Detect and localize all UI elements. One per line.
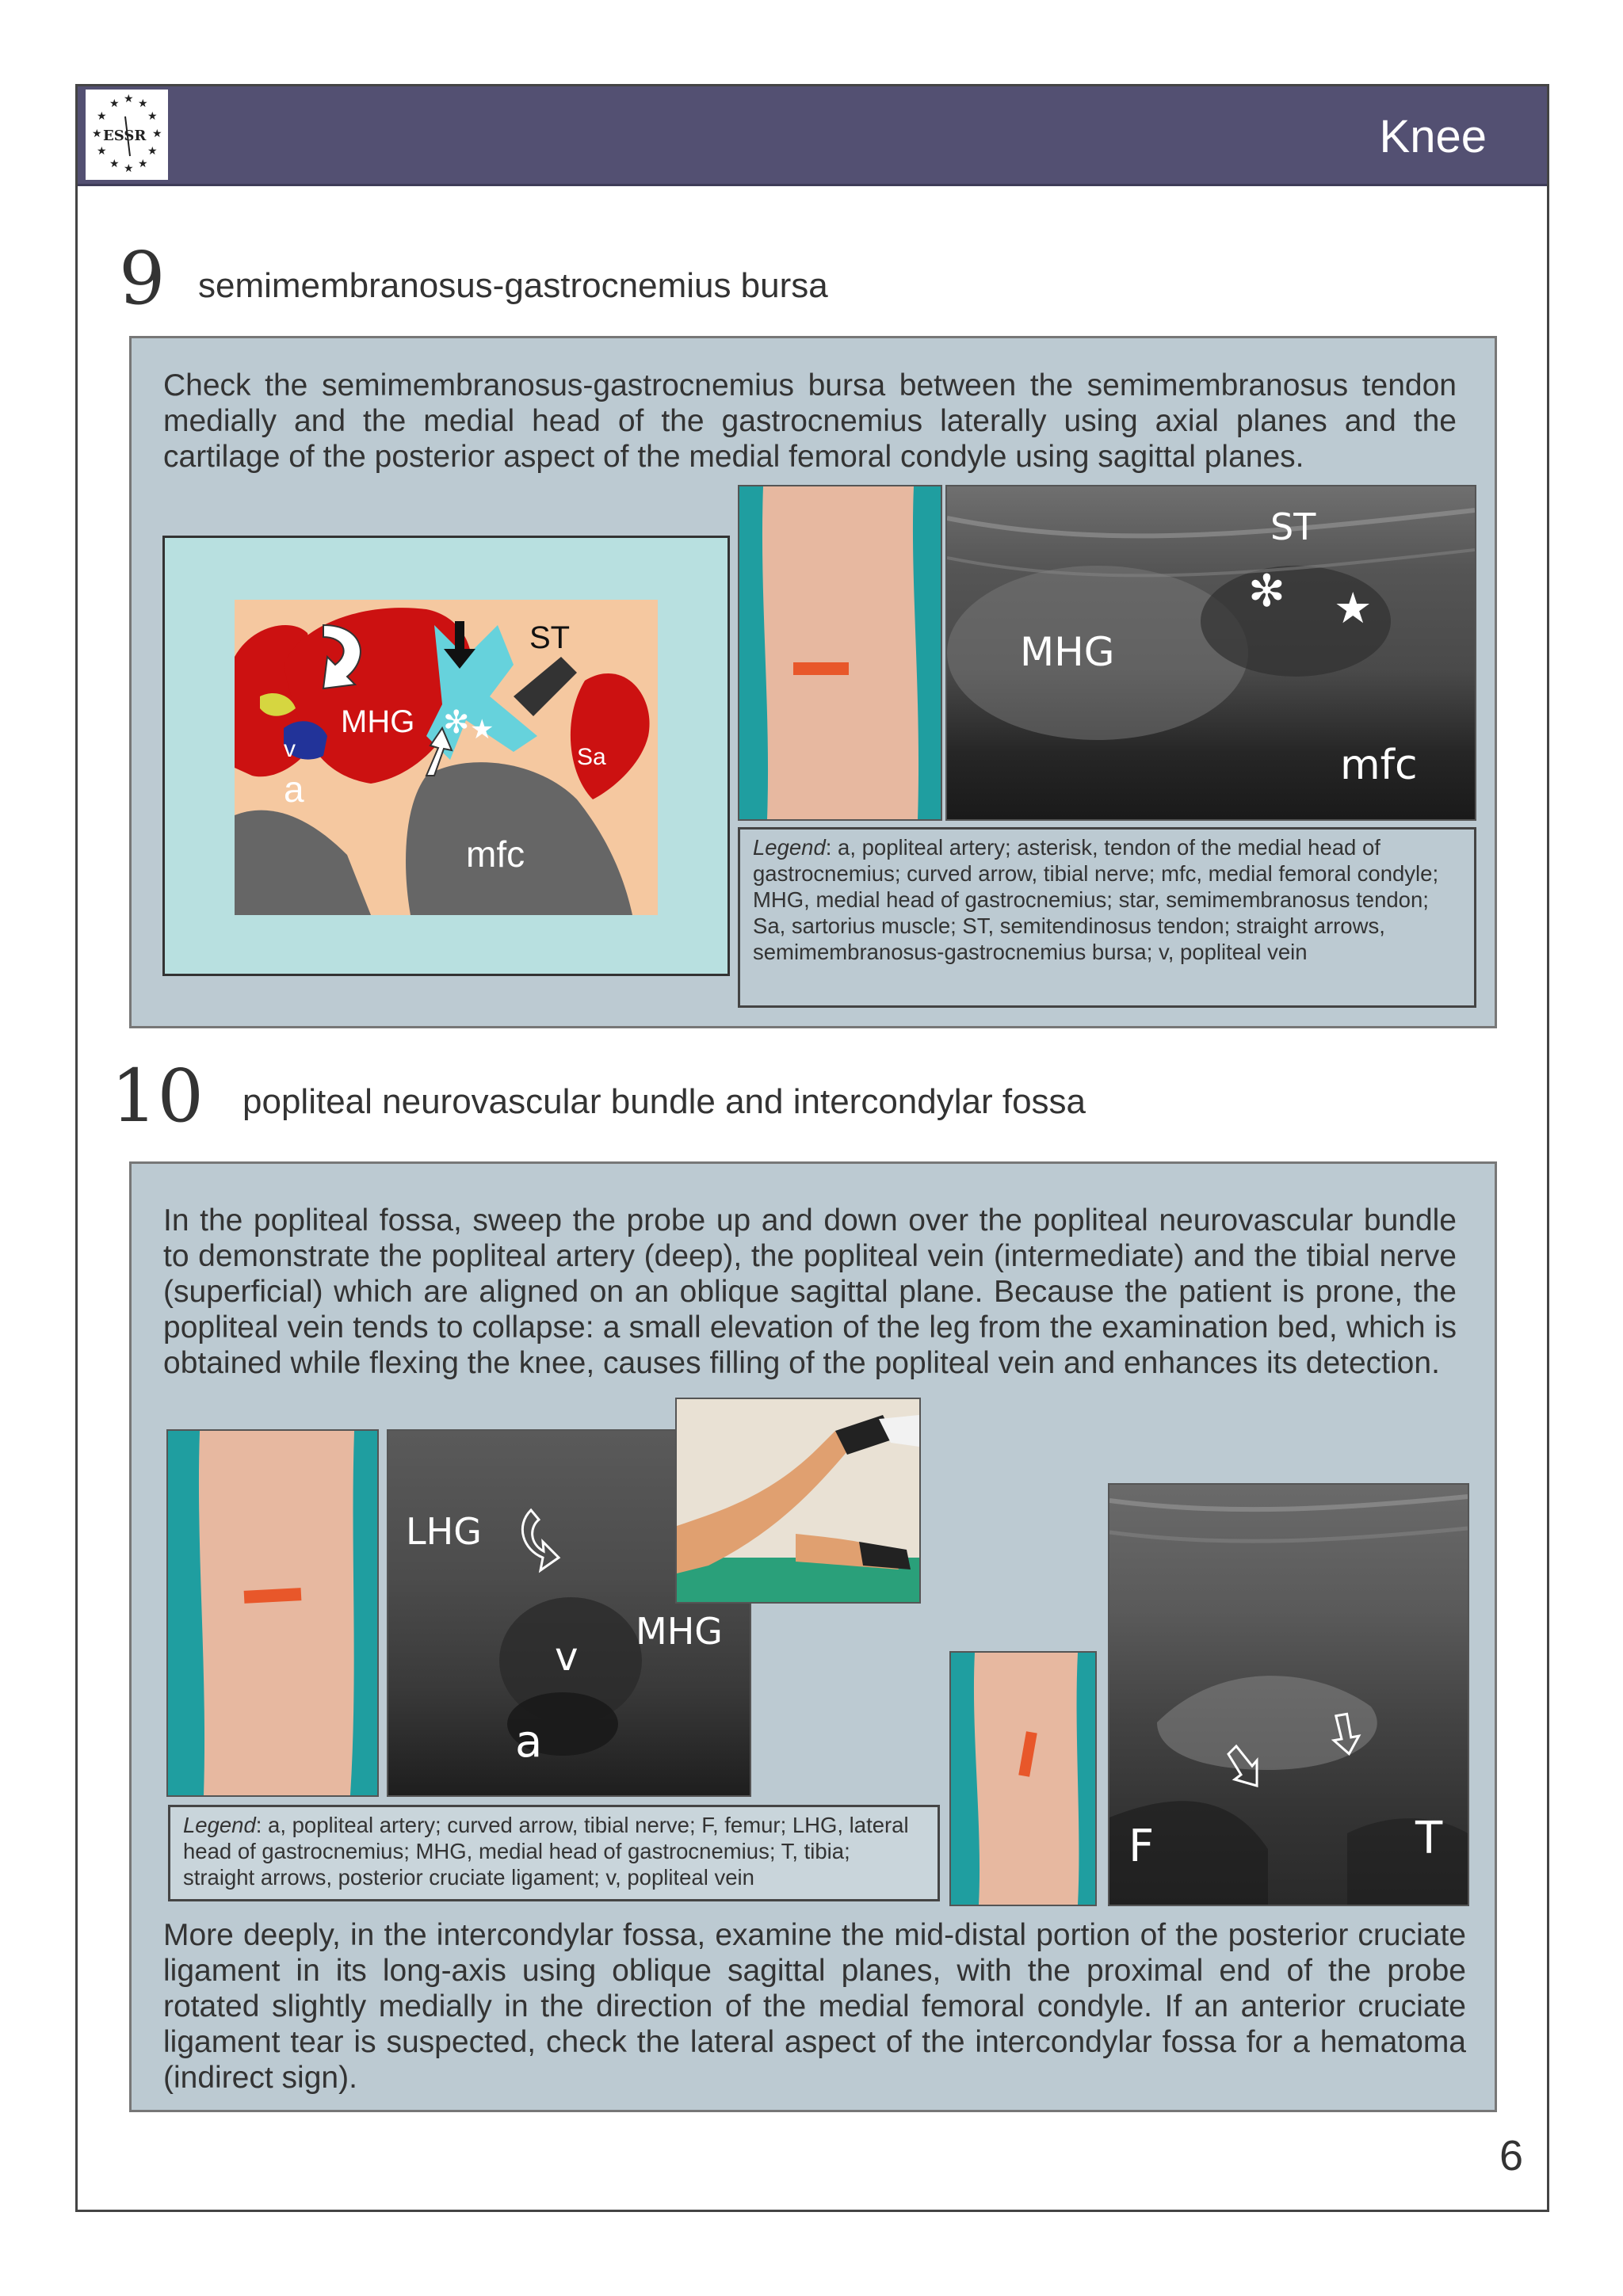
section-10-ultrasound-image-2: [1108, 1483, 1469, 1906]
svg-text:★: ★: [109, 158, 120, 170]
page-header: [78, 86, 1547, 186]
us-label-mhg: MHG: [1020, 629, 1115, 675]
section-10-text: In the popliteal fossa, sweep the probe up and down over the popliteal neurovascular bundle to demonstrate the popliteal artery (deep), the popliteal vein (intermediate) and the tibial nerve (superficial) which are aligned on an oblique sagittal plane. Because the patient is prone, the popliteal vein tends to collapse: a small elevation of the leg from the examination bed, which is obtained while flexing the knee, causes filling of the popliteal vein and enhances its detection.: [163, 1203, 1457, 1380]
section-9-legend: [738, 827, 1476, 1008]
diagram-label-sa: Sa: [577, 744, 606, 770]
diagram-label-a: a: [284, 769, 304, 810]
section-9-anatomy-diagram: [162, 536, 730, 976]
star-icon: ★: [470, 715, 495, 745]
us1-label-a: a: [515, 1716, 543, 1768]
us-label-st: ST: [1270, 505, 1316, 548]
us1-label-mhg: MHG: [636, 1610, 723, 1653]
us1-label-v: v: [555, 1634, 579, 1680]
svg-text:★: ★: [92, 128, 102, 140]
legend-text: : a, popliteal artery; curved arrow, tibial nerve; F, femur; LHG, lateral head of gastrocnemius; MHG, medial head of gastrocnemius; T, tibia; straight arrows, posterior cruciate ligament; v, popliteal vein: [183, 1813, 909, 1890]
diagram-label-v: v: [284, 736, 296, 762]
diagram-label-mfc: mfc: [466, 833, 525, 875]
us2-label-t: T: [1415, 1813, 1443, 1864]
svg-text:★: ★: [147, 145, 158, 158]
page-category-title: Knee: [1379, 111, 1487, 162]
legend-heading: Legend: [183, 1813, 256, 1837]
section-9-leg-photo: [738, 485, 942, 821]
svg-text:★: ★: [97, 110, 107, 123]
section-9-ultrasound-image: [945, 485, 1476, 821]
svg-text:★: ★: [138, 158, 148, 170]
us1-label-lhg: LHG: [406, 1510, 482, 1553]
svg-text:★: ★: [97, 145, 107, 158]
us-star-icon: ★: [1334, 583, 1373, 633]
us2-label-f: F: [1128, 1821, 1155, 1872]
section-10-knee-flexion-photo: [675, 1398, 921, 1604]
legend-text: : a, popliteal artery; asterisk, tendon of the medial head of gastrocnemius; curved arrow, tibial nerve; mfc, medial femoral condyle; MHG, medial head of gastrocnemius; star, semimembranosus tendon; Sa, sartorius muscle; ST, semitendinosus tendon; straight arrows, semimembranosus-gastrocnemius bursa; v, popliteal vein: [753, 835, 1439, 964]
section-10-leg-photo-oblique: [949, 1651, 1097, 1906]
svg-text:★: ★: [147, 110, 158, 123]
section-9-title: semimembranosus-gastrocnemius bursa: [198, 266, 828, 305]
section-10-title: popliteal neurovascular bundle and intercondylar fossa: [242, 1082, 1086, 1121]
essr-logo: [86, 90, 168, 180]
us-asterisk-icon: ✻: [1248, 566, 1285, 617]
asterisk-icon: ✻: [443, 705, 470, 740]
svg-text:★: ★: [124, 93, 134, 105]
section-10-text-2: More deeply, in the intercondylar fossa, examine the mid-distal portion of the posterior cruciate ligament in its long-axis using oblique sagittal planes, with the proximal end of the probe rotated slightly medially in the direction of the medial femoral condyle. If an anterior cruciate ligament tear is suspected, check the lateral aspect of the intercondylar fossa for a hematoma (indirect sign).: [163, 1918, 1466, 2095]
diagram-label-st: ST: [529, 620, 571, 655]
section-10-leg-photo: [166, 1429, 379, 1797]
section-10-legend: [168, 1805, 940, 1901]
us-label-mfc: mfc: [1340, 742, 1418, 789]
section-10-number: 10: [111, 1054, 204, 1138]
svg-text:★: ★: [138, 97, 148, 110]
svg-text:★: ★: [109, 97, 120, 110]
svg-text:★: ★: [124, 162, 134, 175]
diagram-label-mhg: MHG: [341, 704, 415, 739]
legend-heading: Legend: [753, 835, 826, 860]
section-9-text: Check the semimembranosus-gastrocnemius bursa between the semimembranosus tendon medially and the medial head of the gastrocnemius laterally using axial planes and the cartilage of the posterior aspect of the medial femoral condyle using sagittal planes.: [163, 368, 1457, 474]
logo-text: ESSR: [103, 128, 147, 144]
page-number: 6: [1499, 2132, 1523, 2180]
svg-text:★: ★: [152, 128, 162, 140]
section-9-number: 9: [119, 236, 166, 321]
